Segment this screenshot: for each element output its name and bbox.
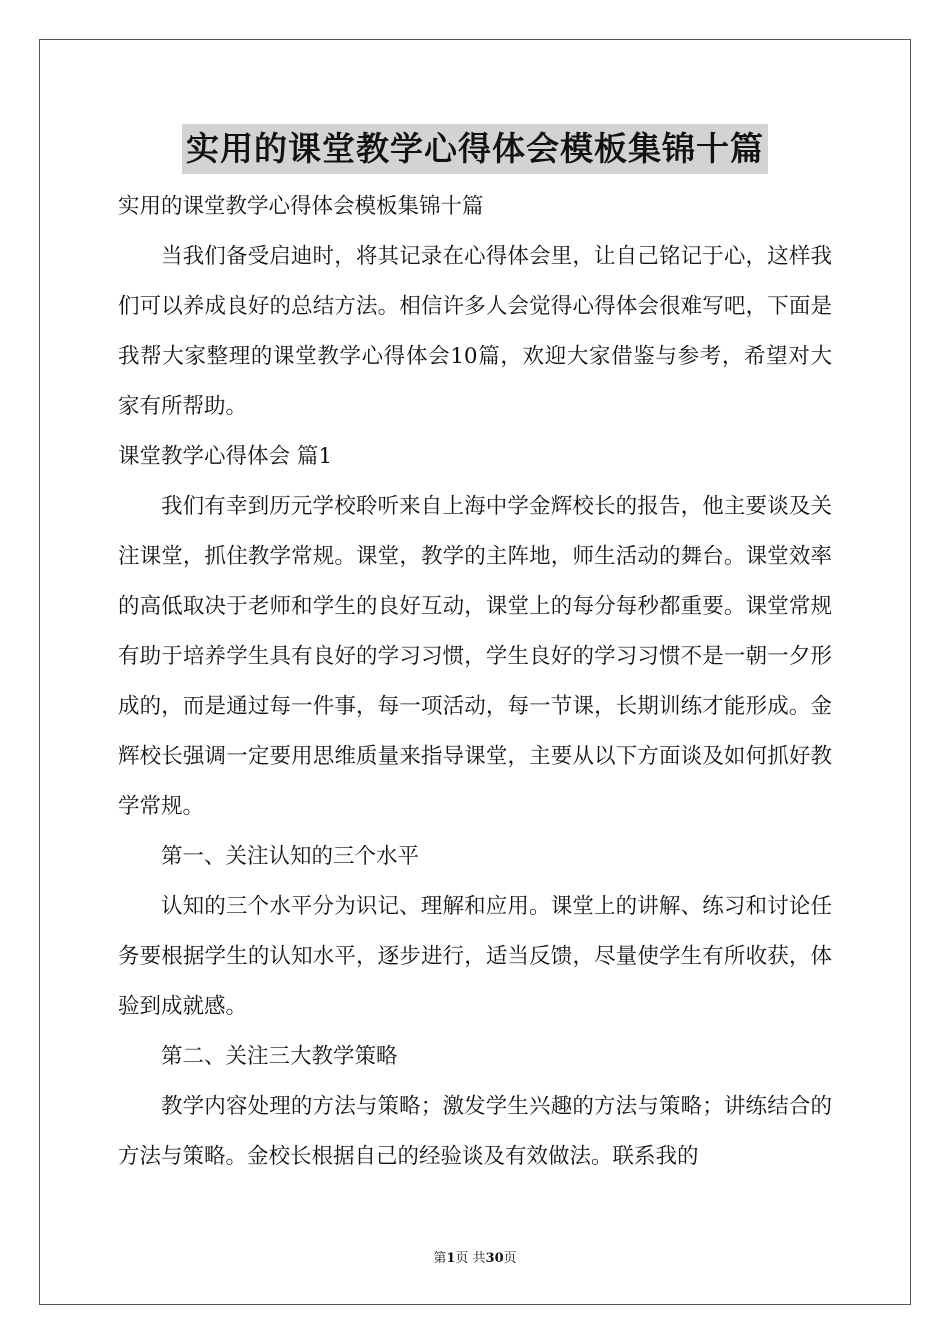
title-container (0, 124, 950, 174)
footer-prefix: 第 (433, 1251, 447, 1266)
document-body (118, 182, 832, 1182)
body-paragraph: 教学内容处理的方法与策略；激发学生兴趣的方法与策略；讲练结合的方法与策略。金校长根据自己的经验谈及有效做法。联系我的 (118, 1094, 832, 1169)
page-footer (0, 1247, 950, 1266)
subheading: 第二、关注三大教学策略 (161, 1044, 398, 1069)
footer-suffix: 页 (503, 1251, 517, 1266)
body-paragraph: 我们有幸到历元学校聆听来自上海中学金辉校长的报告，他主要谈及关注课堂，抓住教学常规。课堂，教学的主阵地，师生活动的舞台。课堂效率的高低取决于老师和学生的良好互动，课堂上的每分每秒都重要。课堂常规有助于培养学生具有良好的学习习惯，学生良好的学习习惯不是一朝一夕形成的，而是通过每一件事，每一项活动，每一节课，长期训练才能形成。金辉校长强调一定要用思维质量来指导课堂，主要从以下方面谈及如何抓好教学常规。 (118, 494, 832, 819)
footer-mid: 页 共 (455, 1251, 486, 1266)
section-heading: 课堂教学心得体会 篇1 (118, 444, 333, 469)
intro-paragraph: 当我们备受启迪时，将其记录在心得体会里，让自己铭记于心，这样我们可以养成良好的总结方法。相信许多人会觉得心得体会很难写吧，下面是我帮大家整理的课堂教学心得体会10篇，欢迎大家借鉴与参考，希望对大家有所帮助。 (118, 244, 832, 419)
current-page-number: 1 (446, 1251, 456, 1266)
body-paragraph: 认知的三个水平分为识记、理解和应用。课堂上的讲解、练习和讨论任务要根据学生的认知水平，逐步进行，适当反馈，尽量使学生有所收获，体验到成就感。 (118, 894, 832, 1019)
document-title: 实用的课堂教学心得体会模板集锦十篇 (182, 124, 768, 174)
total-page-count: 30 (485, 1251, 504, 1266)
subheading: 第一、关注认知的三个水平 (161, 844, 420, 869)
subtitle: 实用的课堂教学心得体会模板集锦十篇 (118, 194, 484, 219)
